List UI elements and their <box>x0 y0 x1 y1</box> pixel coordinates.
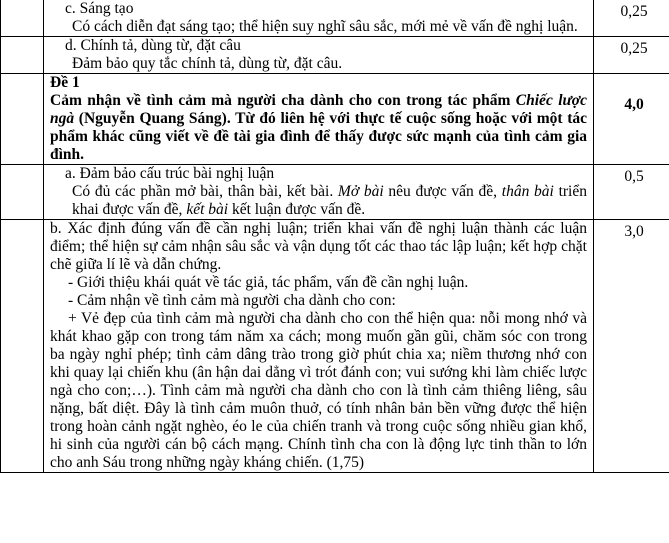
work-title: Chiếc lược ngà <box>50 92 587 127</box>
criterion-body: Đảm bảo quy tắc chính tả, dùng từ, đặt câu. <box>72 55 343 72</box>
score-cell: 0,25 <box>594 0 669 37</box>
criterion-cell <box>44 220 594 473</box>
question-cell <box>44 74 594 165</box>
score-cell: 0,25 <box>594 37 669 74</box>
criterion-body: Có cách diễn đạt sáng tạo; thể hiện suy nghĩ sâu sắc, mới mẻ về vấn đề nghị luận. <box>72 18 578 35</box>
blank-cell <box>1 37 44 74</box>
blank-cell <box>1 74 44 165</box>
bullet-item: - Cảm nhận về tình cảm mà người cha dành cho con: <box>68 292 396 309</box>
table-row <box>1 0 669 37</box>
criterion-cell <box>44 0 594 37</box>
question-heading: Đề 1 <box>50 74 80 91</box>
table-row <box>1 37 669 74</box>
criterion-title: c. Sáng tạo <box>65 0 134 17</box>
blank-cell <box>1 0 44 37</box>
table-row <box>1 220 669 473</box>
prompt-text: Cảm nhận về tình cảm mà người cha dành cho con trong tác phẩm <box>50 92 516 109</box>
criterion-title: d. Chính tả, dùng từ, đặt câu <box>65 37 241 54</box>
blank-cell <box>1 165 44 220</box>
table-row <box>1 74 669 165</box>
bullet-item: - Giới thiệu khái quát về tác giả, tác phẩm, vấn đề cần nghị luận. <box>68 274 469 291</box>
criterion-title: a. Đảm bảo cấu trúc bài nghị luận <box>65 165 275 182</box>
score-cell: 0,5 <box>594 165 669 220</box>
question-prompt <box>50 92 587 164</box>
blank-cell <box>1 220 44 473</box>
table-row <box>1 165 669 220</box>
criterion-intro: b. Xác định đúng vấn đề cần nghị luận; triển khai vấn đề nghị luận thành các luận điểm; thể hiện sự cảm nhận sâu sắc và vận dụng tốt các thao tác lập luận; kết hợp chặt chẽ giữa lí lẽ và dẫn chứng. <box>50 220 587 273</box>
criterion-cell <box>44 37 594 74</box>
criterion-cell <box>44 165 594 220</box>
prompt-text: (Nguyễn Quang Sáng). Từ đó liên hệ với thực tế cuộc sống hoặc với một tác phẩm khác cũng viết về đề tài gia đình để thấy được sức mạnh của tình cảm gia đình. <box>50 110 587 163</box>
score-cell: 4,0 <box>594 74 669 165</box>
score-cell: 3,0 <box>594 220 669 473</box>
detail-paragraph: + Vẻ đẹp của tình cảm mà người cha dành cho con thể hiện qua: nỗi mong nhớ và khát khao gặp con trong tám năm xa cách; mong muốn gần gũi, chăm sóc con trong ba ngày nghỉ phép; tình cảm dâng trào trong giờ phút chia xa; niềm thương nhớ con khi quay lại chiến khu (ân hận dai dẳng vì trót đánh con; vui sướng khi làm chiếc lược ngà cho con;…). Tình cảm mà người cha dành cho con là tình cảm thiêng liêng, sâu nặng, bất diệt. Đây là tình cảm muôn thuở, có tính nhân bản bền vững được thể hiện trong hoàn cảnh ngặt nghèo, éo le của chiến tranh và trong cuộc sống nhiều gian khổ, hi sinh của người cán bộ cách mạng. Chính tình cha con là động lực tinh thần to lớn cho anh Sáu trong những ngày kháng chiến. (1,75) <box>50 310 587 471</box>
criterion-body: Có đủ các phần mở bài, thân bài, kết bài. Mở bài nêu được vấn đề, thân bài triển khai được vấn đề, kết bài kết luận được vấn đề. <box>72 183 587 218</box>
